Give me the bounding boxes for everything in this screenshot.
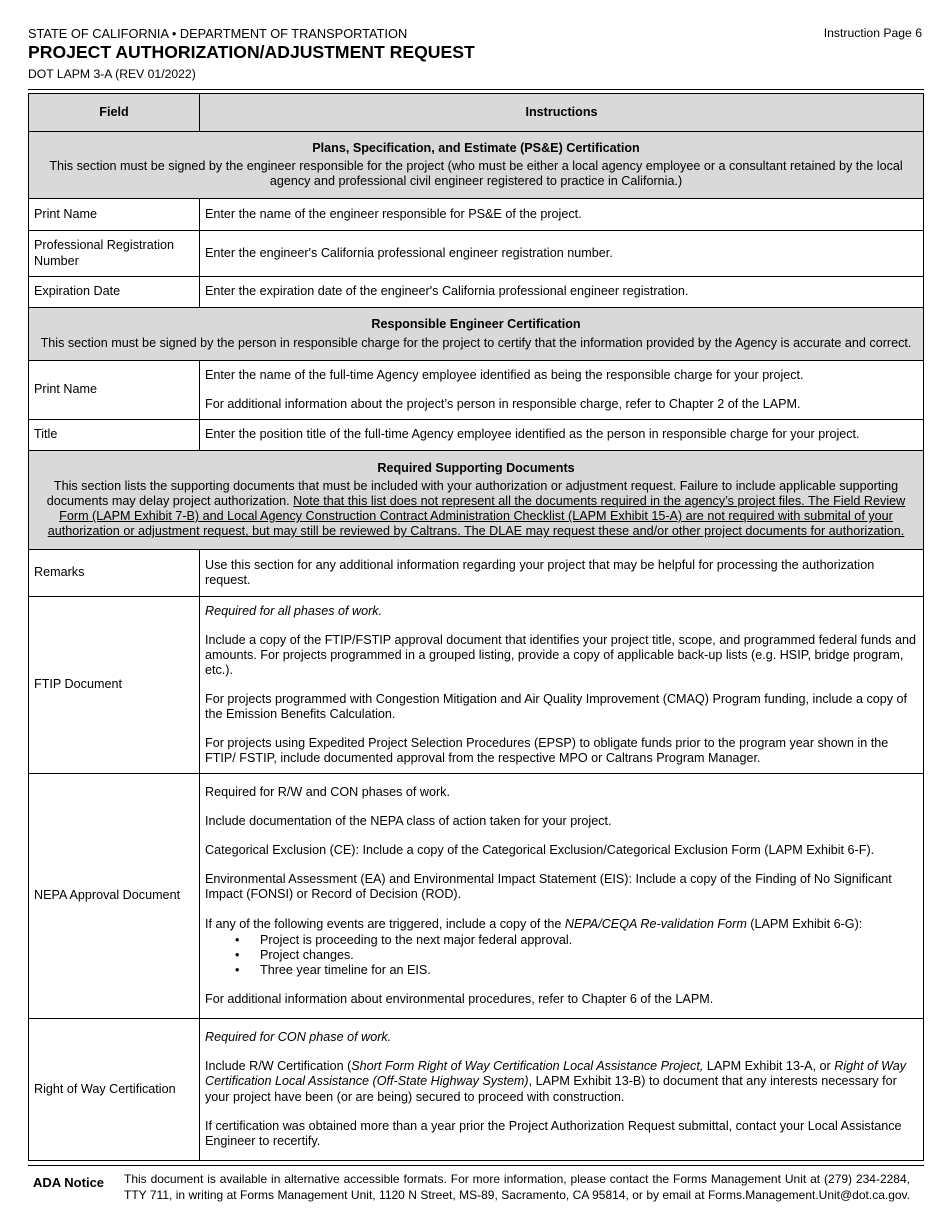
field-label: Print Name bbox=[29, 199, 200, 231]
header-divider bbox=[28, 89, 924, 90]
instruction-paragraph: Environmental Assessment (EA) and Environmental Impact Statement (EIS): Include a copy of the Finding of No Significant Impact (FONSI) or Record of Decision (ROD). bbox=[205, 872, 892, 902]
field-instruction: Enter the name of the engineer responsible for PS&E of the project. bbox=[200, 199, 924, 231]
form-number: DOT LAPM 3-A (REV 01/2022) bbox=[28, 67, 196, 82]
field-instruction bbox=[200, 1019, 924, 1161]
field-label: Print Name bbox=[29, 361, 200, 420]
form-name: NEPA/CEQA Re-validation Form bbox=[564, 916, 747, 931]
section-row-rec bbox=[29, 308, 924, 361]
state-department-line: STATE OF CALIFORNIA • DEPARTMENT OF TRANSPORTATION bbox=[28, 26, 408, 41]
ada-notice-label: ADA Notice bbox=[33, 1175, 105, 1190]
required-note: Required for all phases of work. bbox=[205, 603, 383, 618]
text-run: , LAPM Exhibit 13-B) to document that any interests necessary for your project have been (or are being) secured to proceed with construction. bbox=[205, 1074, 897, 1104]
field-label: Right of Way Certification bbox=[29, 1019, 200, 1161]
instruction-paragraph: Enter the name of the full-time Agency employee identified as being the responsible charge for your project. bbox=[205, 367, 804, 382]
table-header-row bbox=[29, 94, 924, 132]
field-label: Expiration Date bbox=[29, 277, 200, 308]
column-header-instructions: Instructions bbox=[200, 94, 924, 132]
section-desc-rec: This section must be signed by the person in responsible charge for the project to certify that the information provided by the Agency is accurate and correct. bbox=[40, 335, 912, 350]
instruction-paragraph bbox=[205, 1059, 918, 1104]
instruction-paragraph bbox=[205, 1030, 918, 1045]
form-name: Short Form Right of Way Certification Local Assistance Project, bbox=[351, 1059, 704, 1074]
required-note: Required for CON phase of work. bbox=[205, 1030, 392, 1045]
instruction-paragraph: For additional information about the project’s person in responsible charge, refer to Chapter 2 of the LAPM. bbox=[205, 397, 801, 411]
list-item: • Three year timeline for an EIS. bbox=[205, 963, 918, 978]
field-instruction: Enter the position title of the full-time Agency employee identified as the person in responsible charge for your project. bbox=[200, 420, 924, 451]
instruction-paragraph: If certification was obtained more than a year prior the Project Authorization Request submittal, contact your Local Assistance Engineer to recertify. bbox=[205, 1118, 902, 1148]
form-header bbox=[28, 26, 924, 88]
footer-divider bbox=[28, 1165, 924, 1166]
page-label: Instruction Page 6 bbox=[823, 26, 922, 40]
field-instruction: Enter the engineer's California professional engineer registration number. bbox=[200, 231, 924, 277]
table-row bbox=[29, 199, 924, 231]
field-instruction bbox=[200, 774, 924, 1019]
text-run: If any of the following events are triggered, include a copy of the bbox=[205, 916, 565, 931]
form-name: Right of Way Certification Local Assistance (Off-State Highway System) bbox=[205, 1059, 907, 1089]
form-title: PROJECT AUTHORIZATION/ADJUSTMENT REQUEST bbox=[28, 42, 475, 63]
ada-notice-text: This document is available in alternative accessible formats. For more information, please contact the Forms Management Unit at (279) 234-2284, TTY 711, in writing at Forms Management Unit, 1120 N Street, MS-89, Sacramento, CA 95814, or by email at Forms.Management.Unit@dot.ca.gov. bbox=[124, 1172, 910, 1202]
field-label: Remarks bbox=[29, 550, 200, 597]
field-label: FTIP Document bbox=[29, 597, 200, 774]
field-label: NEPA Approval Document bbox=[29, 774, 200, 1019]
field-instruction: Enter the expiration date of the engineer's California professional engineer registration. bbox=[200, 277, 924, 308]
instruction-paragraph: Include a copy of the FTIP/FSTIP approval document that identifies your project title, scope, and programmed federal funds and amounts. For projects programmed in a grouped listing, provide a copy of applicable back-up lists (e.g. HSIP, bridge program, etc.). bbox=[205, 632, 917, 677]
list-item: • Project is proceeding to the next major federal approval. bbox=[205, 933, 918, 948]
ada-notice bbox=[28, 1168, 924, 1208]
trigger-list bbox=[205, 933, 918, 978]
section-row-rsd bbox=[29, 451, 924, 550]
field-label: Title bbox=[29, 420, 200, 451]
instruction-paragraph: For projects programmed with Congestion Mitigation and Air Quality Improvement (CMAQ) Program funding, include a copy of the Emission Benefits Calculation. bbox=[205, 692, 908, 722]
text-run: Include R/W Certification ( bbox=[205, 1059, 352, 1074]
instruction-paragraph: For projects using Expedited Project Selection Procedures (EPSP) to obligate funds prior to the program year shown in the FTIP/ FSTIP, include documented approval from the respective MPO or Caltrans Program Manager. bbox=[205, 736, 889, 766]
section-title-rec: Responsible Engineer Certification bbox=[371, 317, 581, 332]
section-rec bbox=[29, 308, 924, 361]
section-desc-rsd-plain: This section lists the supporting documents that must be included with your authorization or adjustment request. Failure to include applicable supporting documents may delay project authorization. bbox=[46, 478, 899, 508]
list-item: • Project changes. bbox=[205, 948, 918, 963]
section-pse bbox=[29, 132, 924, 199]
table-row bbox=[29, 550, 924, 597]
text-run: LAPM Exhibit 13-A, or bbox=[703, 1059, 835, 1074]
instruction-paragraph bbox=[205, 917, 918, 932]
field-instruction bbox=[200, 361, 924, 420]
field-label: Professional Registration Number bbox=[29, 231, 200, 277]
section-title-pse: Plans, Specification, and Estimate (PS&E) Certification bbox=[312, 140, 640, 155]
table-row bbox=[29, 774, 924, 1019]
instruction-paragraph: Include documentation of the NEPA class of action taken for your project. bbox=[205, 814, 612, 829]
instructions-table bbox=[28, 93, 924, 1161]
section-title-rsd: Required Supporting Documents bbox=[377, 460, 575, 475]
table-row bbox=[29, 1019, 924, 1161]
table-row bbox=[29, 597, 924, 774]
instruction-paragraph: Required for R/W and CON phases of work. bbox=[205, 784, 450, 799]
text-run: (LAPM Exhibit 6-G): bbox=[746, 916, 863, 931]
instruction-paragraph: For additional information about environmental procedures, refer to Chapter 6 of the LAPM. bbox=[205, 991, 714, 1006]
table-row bbox=[29, 361, 924, 420]
section-desc-rsd-note: Note that this list does not represent all the documents required in the agency’s project files. The Field Review Form (LAPM Exhibit 7-B) and Local Agency Construction Contract Administration Checklist (LAPM Exhibit 15-A) are not required with submital of your authorization or adjustment request, but may still be reviewed by Caltrans. The DLAE may request these and/or other project documents for authorization. bbox=[47, 493, 906, 539]
table-row bbox=[29, 277, 924, 308]
field-instruction: Use this section for any additional information regarding your project that may be helpful for processing the authorization request. bbox=[200, 550, 924, 597]
field-instruction bbox=[200, 597, 924, 774]
section-desc-rsd bbox=[35, 479, 917, 539]
table-row bbox=[29, 420, 924, 451]
table-row bbox=[29, 231, 924, 277]
section-row-pse bbox=[29, 132, 924, 199]
column-header-field: Field bbox=[29, 94, 200, 132]
instruction-paragraph bbox=[205, 604, 918, 619]
section-rsd bbox=[29, 451, 924, 550]
section-desc-pse: This section must be signed by the engineer responsible for the project (who must be either a local agency employee or a consultant retained by the local agency and professional civil engineer registered to practice in California.) bbox=[49, 158, 903, 189]
instruction-paragraph: Categorical Exclusion (CE): Include a copy of the Categorical Exclusion/Categorical Exclusion Form (LAPM Exhibit 6-F). bbox=[205, 843, 875, 858]
